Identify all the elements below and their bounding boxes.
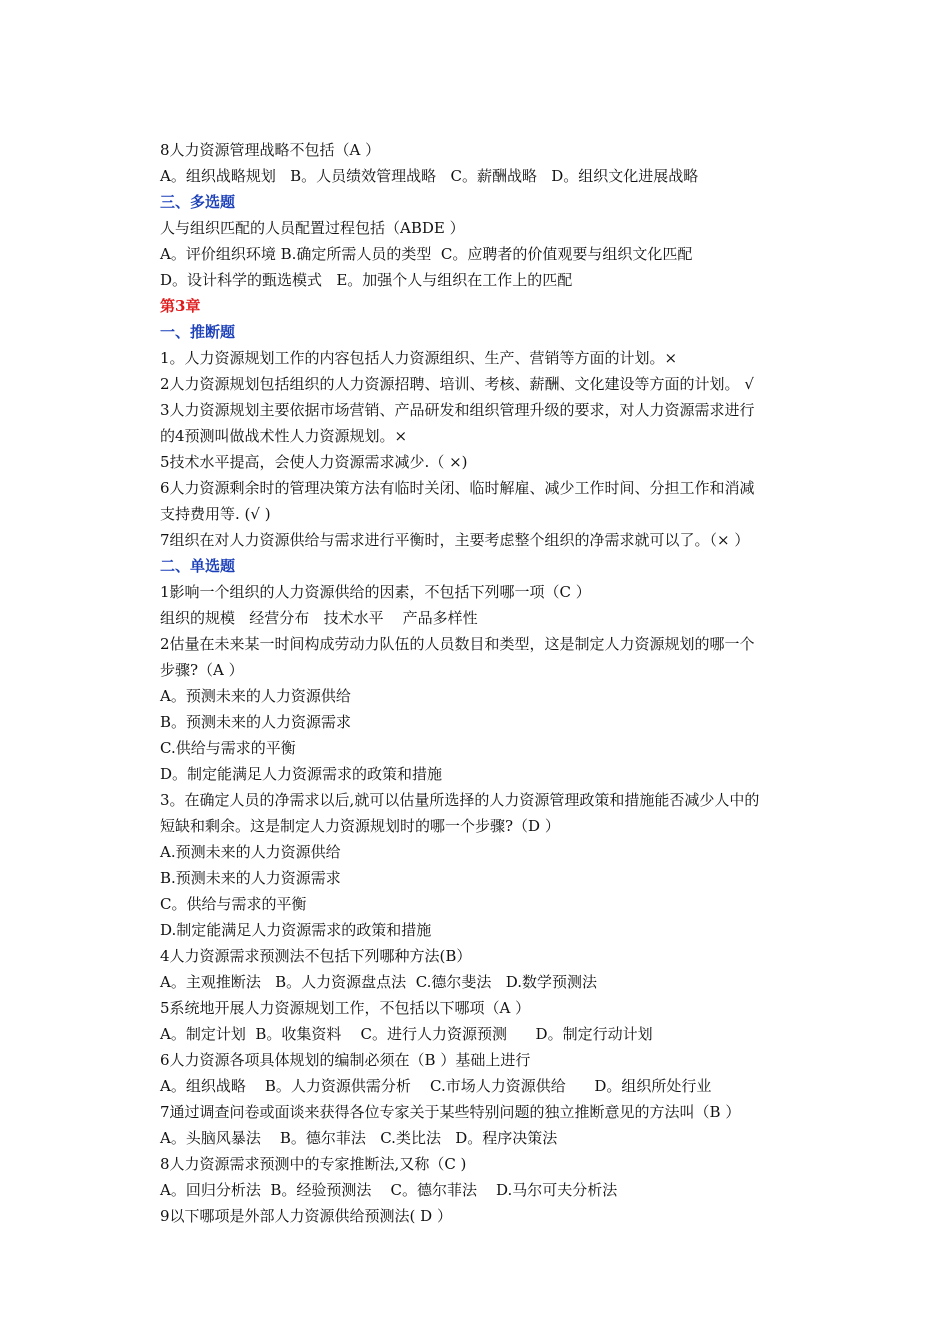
text-line: A。预测未来的人力资源供给 bbox=[160, 687, 351, 705]
text-line: B.预测未来的人力资源需求 bbox=[160, 869, 341, 887]
text-line: A。组织战略 B。人力资源供需分析 C.市场人力资源供给 D。组织所处行业 bbox=[160, 1077, 712, 1095]
document-body bbox=[160, 137, 850, 1229]
text-line: B。预测未来的人力资源需求 bbox=[160, 713, 352, 731]
text-line: 步骤?（A ） bbox=[160, 661, 244, 679]
text-line: 5系统地开展人力资源规划工作，不包括以下哪项（A ） bbox=[160, 999, 531, 1017]
text-line: 7通过调查问卷或面谈来获得各位专家关于某些特别问题的独立推断意见的方法叫（B ） bbox=[160, 1103, 741, 1121]
text-line: A。评价组织环境 B.确定所需人员的类型 C。应聘者的价值观要与组织文化匹配 bbox=[160, 245, 693, 263]
text-line: 组织的规模 经营分布 技术水平 产品多样性 bbox=[160, 609, 478, 627]
text-line: 3人力资源规划主要依据市场营销、产品研发和组织管理升级的要求，对人力资源需求进行 bbox=[160, 401, 755, 419]
text-line: 8人力资源需求预测中的专家推断法,又称（C ) bbox=[160, 1155, 467, 1173]
text-line: A。制定计划 B。收集资料 C。进行人力资源预测 D。制定行动计划 bbox=[160, 1025, 653, 1043]
text-line: 1影响一个组织的人力资源供给的因素，不包括下列哪一项（C ） bbox=[160, 583, 591, 601]
text-line: 9以下哪项是外部人力资源供给预测法( D ） bbox=[160, 1207, 452, 1225]
text-line: D。制定能满足人力资源需求的政策和措施 bbox=[160, 765, 443, 783]
text-line: 6人力资源各项具体规划的编制必须在（B ）基础上进行 bbox=[160, 1051, 531, 1069]
section-heading: 二、单选题 bbox=[160, 557, 236, 575]
text-line: A。主观推断法 B。人力资源盘点法 C.德尔斐法 D.数学预测法 bbox=[160, 973, 597, 991]
text-line: 2估量在未来某一时间构成劳动力队伍的人员数目和类型，这是制定人力资源规划的哪一个 bbox=[160, 635, 755, 653]
section-heading: 一、推断题 bbox=[160, 323, 236, 341]
text-line: 7组织在对人力资源供给与需求进行平衡时，主要考虑整个组织的净需求就可以了。（× ） bbox=[160, 531, 750, 549]
text-line: 3。在确定人员的净需求以后,就可以估量所选择的人力资源管理政策和措施能否减少人中的 bbox=[160, 791, 760, 809]
text-line: 短缺和剩余。这是制定人力资源规划时的哪一个步骤?（D ） bbox=[160, 817, 560, 835]
text-line: 4人力资源需求预测法不包括下列哪种方法(B） bbox=[160, 947, 472, 965]
text-line: 5技术水平提高，会使人力资源需求减少.（ ×) bbox=[160, 453, 468, 471]
text-line: A。头脑风暴法 B。德尔菲法 C.类比法 D。程序决策法 bbox=[160, 1129, 558, 1147]
text-line: 6人力资源剩余时的管理决策方法有临时关闭、临时解雇、减少工作时间、分担工作和消减 bbox=[160, 479, 755, 497]
text-line: 人与组织匹配的人员配置过程包括（ABDE ） bbox=[160, 219, 465, 237]
text-line: 支持费用等. (√ ) bbox=[160, 505, 271, 523]
text-line: A。回归分析法 B。经验预测法 C。德尔菲法 D.马尔可夫分析法 bbox=[160, 1181, 618, 1199]
text-line: 的4预测叫做战术性人力资源规划。× bbox=[160, 427, 408, 445]
text-line: C。供给与需求的平衡 bbox=[160, 895, 307, 913]
chapter-title: 第3章 bbox=[160, 297, 201, 315]
text-line: 2人力资源规划包括组织的人力资源招聘、培训、考核、薪酬、文化建设等方面的计划。 √ bbox=[160, 375, 754, 393]
text-line: D.制定能满足人力资源需求的政策和措施 bbox=[160, 921, 432, 939]
section-heading: 三、多选题 bbox=[160, 193, 236, 211]
text-line: A.预测未来的人力资源供给 bbox=[160, 843, 341, 861]
text-line: D。设计科学的甄选模式 E。加强个人与组织在工作上的匹配 bbox=[160, 271, 573, 289]
text-line: A。组织战略规划 B。人员绩效管理战略 C。薪酬战略 D。组织文化进展战略 bbox=[160, 167, 699, 185]
text-line: C.供给与需求的平衡 bbox=[160, 739, 296, 757]
text-line: 1。人力资源规划工作的内容包括人力资源组织、生产、营销等方面的计划。× bbox=[160, 349, 678, 367]
text-line: 8人力资源管理战略不包括（A ） bbox=[160, 141, 381, 159]
